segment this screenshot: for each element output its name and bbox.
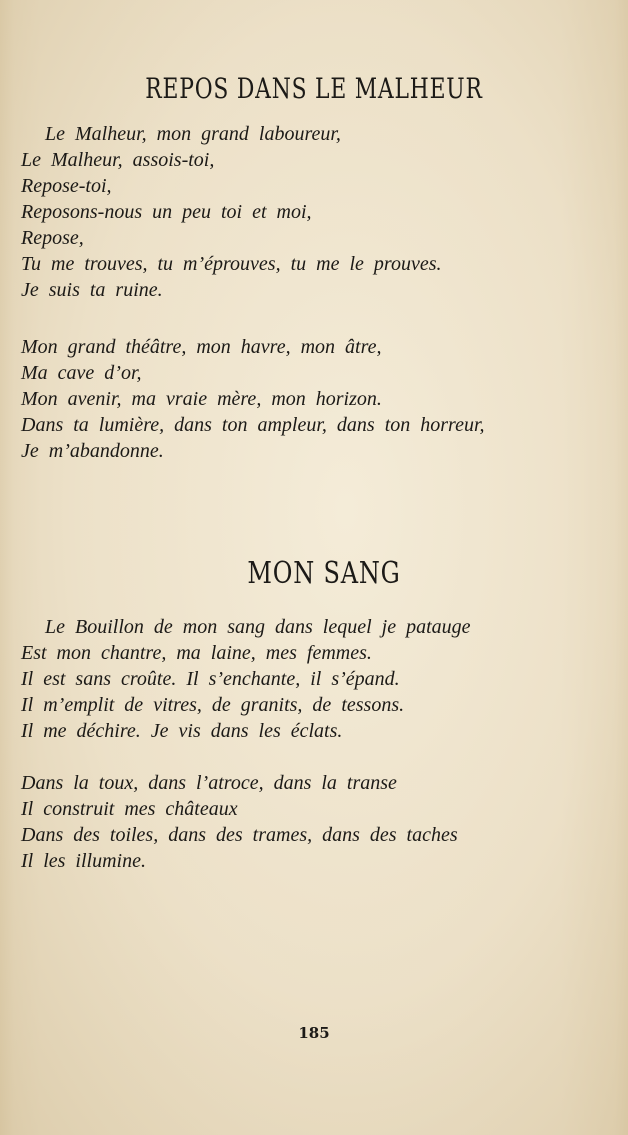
- verse-line: Ma cave d’or,: [21, 362, 142, 384]
- verse-line: Dans des toiles, dans des trames, dans des taches: [21, 824, 458, 846]
- verse-line: Le Bouillon de mon sang dans lequel je patauge: [45, 616, 471, 638]
- poem2-stanza-1: [21, 614, 471, 744]
- verse-line: Est mon chantre, ma laine, mes femmes.: [21, 642, 372, 664]
- verse-line: Repose-toi,: [21, 175, 112, 197]
- verse-line: Il est sans croûte. Il s’enchante, il s’épand.: [21, 668, 400, 690]
- poem2-stanza-2: [21, 770, 458, 874]
- poem1-stanza-2: [21, 334, 485, 464]
- verse-line: Mon grand théâtre, mon havre, mon âtre,: [21, 336, 382, 358]
- verse-line: Je m’abandonne.: [21, 440, 164, 462]
- verse-line: Il me déchire. Je vis dans les éclats.: [21, 720, 343, 742]
- poem-title-repos-dans-le-malheur: REPOS DANS LE MALHEUR: [145, 72, 483, 105]
- verse-line: Repose,: [21, 227, 84, 249]
- verse-line: Je suis ta ruine.: [21, 279, 163, 301]
- verse-line: Reposons-nous un peu toi et moi,: [21, 201, 312, 223]
- verse-line: Le Malheur, assois-toi,: [21, 149, 215, 171]
- verse-line: Dans ta lumière, dans ton ampleur, dans ton horreur,: [21, 414, 485, 436]
- poem-title-mon-sang: MON SANG: [247, 556, 401, 591]
- verse-line: Mon avenir, ma vraie mère, mon horizon.: [21, 388, 382, 410]
- verse-line: Tu me trouves, tu m’éprouves, tu me le prouves.: [21, 253, 442, 275]
- page-number: 185: [298, 1024, 330, 1042]
- verse-line: Dans la toux, dans l’atroce, dans la transe: [21, 772, 397, 794]
- poem1-stanza-1: [21, 121, 441, 303]
- verse-line: Il m’emplit de vitres, de granits, de tessons.: [21, 694, 405, 716]
- verse-line: Il les illumine.: [21, 850, 146, 872]
- verse-line: Le Malheur, mon grand laboureur,: [45, 123, 341, 145]
- verse-line: Il construit mes châteaux: [21, 798, 238, 820]
